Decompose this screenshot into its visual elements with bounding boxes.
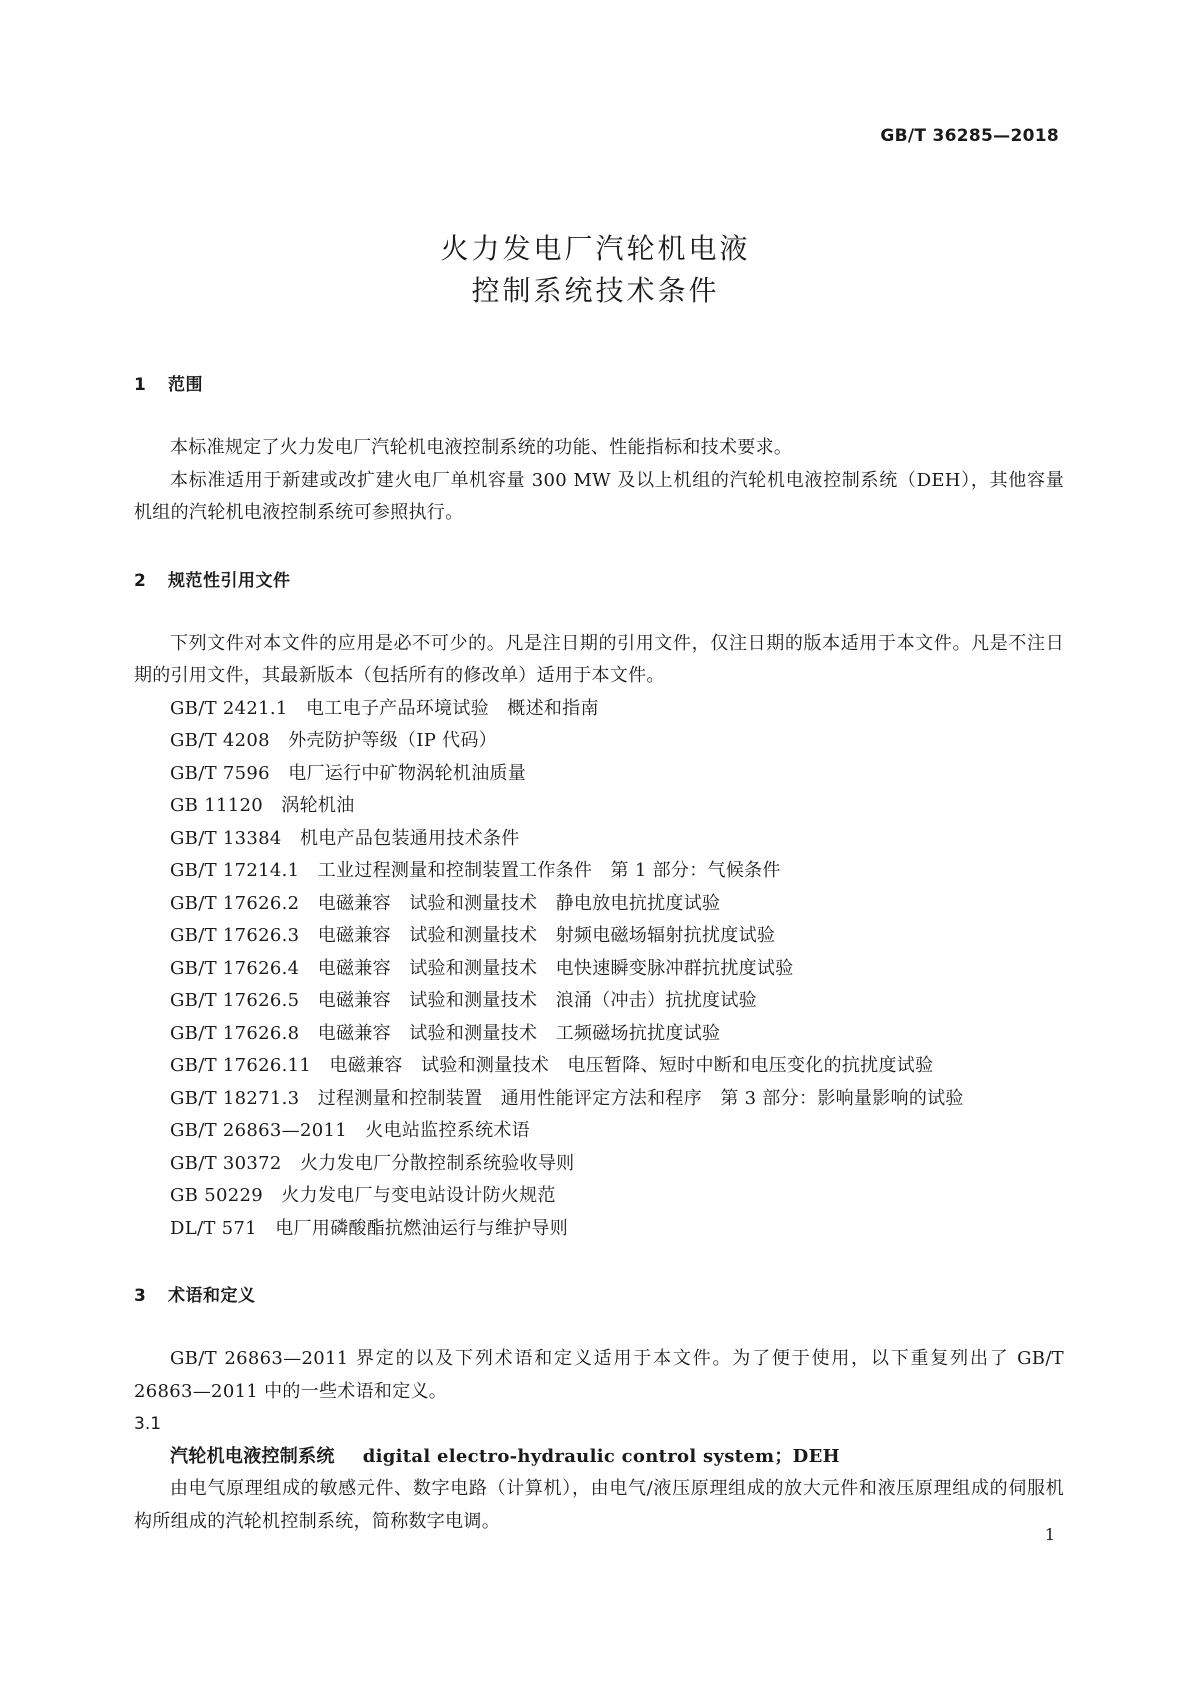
reference-list xyxy=(134,693,1064,1246)
reference-item: GB/T 17626.8 电磁兼容 试验和测量技术 工频磁场抗扰度试验 xyxy=(170,1022,721,1044)
document-body xyxy=(134,370,1064,1538)
reference-item: DL/T 571 电厂用磷酸酯抗燃油运行与维护导则 xyxy=(170,1217,569,1239)
reference-item: GB/T 17626.11 电磁兼容 试验和测量技术 电压暂降、短时中断和电压变化的抗扰度试验 xyxy=(170,1055,934,1076)
page-number: 1 xyxy=(1044,1525,1055,1544)
reference-item: GB/T 18271.3 过程测量和控制装置 通用性能评定方法和程序 第 3 部分：影响量影响的试验 xyxy=(170,1087,964,1109)
document-title xyxy=(0,228,1191,312)
reference-item: GB/T 7596 电厂运行中矿物涡轮机油质量 xyxy=(170,762,527,784)
standard-code: GB/T 36285—2018 xyxy=(880,126,1059,146)
reference-item: GB/T 2421.1 电工电子产品环境试验 概述和指南 xyxy=(170,697,599,719)
term-name xyxy=(134,1441,1064,1474)
section-2-intro: 下列文件对本文件的应用是必不可少的。凡是注日期的引用文件，仅注日期的版本适用于本文件。凡是不注日期的引用文件，其最新版本（包括所有的修改单）适用于本文件。 xyxy=(134,632,1064,686)
section-2-heading xyxy=(134,566,1064,596)
reference-item: GB/T 30372 火力发电厂分散控制系统验收导则 xyxy=(170,1152,575,1174)
reference-item: GB/T 13384 机电产品包装通用技术条件 xyxy=(170,827,520,849)
title-line-2: 控制系统技术条件 xyxy=(471,274,720,307)
reference-item: GB/T 4208 外壳防护等级（IP 代码） xyxy=(170,730,498,751)
section-3-title: 术语和定义 xyxy=(168,1286,256,1306)
reference-item: GB/T 17626.3 电磁兼容 试验和测量技术 射频电磁场辐射抗扰度试验 xyxy=(170,925,776,946)
reference-item: GB 50229 火力发电厂与变电站设计防火规范 xyxy=(170,1185,556,1206)
section-1-title: 范围 xyxy=(168,375,203,395)
reference-item: GB 11120 涡轮机油 xyxy=(170,795,355,816)
section-3-number: 3 xyxy=(134,1286,147,1306)
reference-item: GB/T 17626.5 电磁兼容 试验和测量技术 浪涌（冲击）抗扰度试验 xyxy=(170,990,757,1011)
reference-item: GB/T 17626.4 电磁兼容 试验和测量技术 电快速瞬变脉冲群抗扰度试验 xyxy=(170,957,794,979)
section-1-number: 1 xyxy=(134,375,147,395)
title-line-1: 火力发电厂汽轮机电液 xyxy=(440,232,751,265)
term-name-english: digital electro-hydraulic control system；DEH xyxy=(362,1445,840,1467)
section-1-paragraph-1: 本标准规定了火力发电厂汽轮机电液控制系统的功能、性能指标和技术要求。 xyxy=(170,437,793,458)
section-3-intro: GB/T 26863—2011 界定的以及下列术语和定义适用于本文件。为了便于使用，以下重复列出了 GB/T 26863—2011 中的一些术语和定义。 xyxy=(134,1348,1064,1402)
section-1-paragraph-2: 本标准适用于新建或改扩建火电厂单机容量 300 MW 及以上机组的汽轮机电液控制系统（DEH），其他容量机组的汽轮机电液控制系统可参照执行。 xyxy=(134,469,1064,523)
section-1-heading xyxy=(134,370,1064,400)
term-definition: 由电气原理组成的敏感元件、数字电路（计算机），由电气/液压原理组成的放大元件和液压原理组成的伺服机构所组成的汽轮机控制系统，简称数字电调。 xyxy=(134,1478,1064,1532)
reference-item: GB/T 17626.2 电磁兼容 试验和测量技术 静电放电抗扰度试验 xyxy=(170,892,721,914)
reference-item: GB/T 17214.1 工业过程测量和控制装置工作条件 第 1 部分：气候条件 xyxy=(170,860,781,881)
term-name-chinese: 汽轮机电液控制系统 xyxy=(170,1445,335,1467)
reference-item: GB/T 26863—2011 火电站监控系统术语 xyxy=(170,1120,530,1141)
section-2-number: 2 xyxy=(134,570,147,591)
section-3-heading xyxy=(134,1281,1064,1311)
term-number: 3.1 xyxy=(134,1414,162,1434)
section-2-title: 规范性引用文件 xyxy=(168,570,291,591)
